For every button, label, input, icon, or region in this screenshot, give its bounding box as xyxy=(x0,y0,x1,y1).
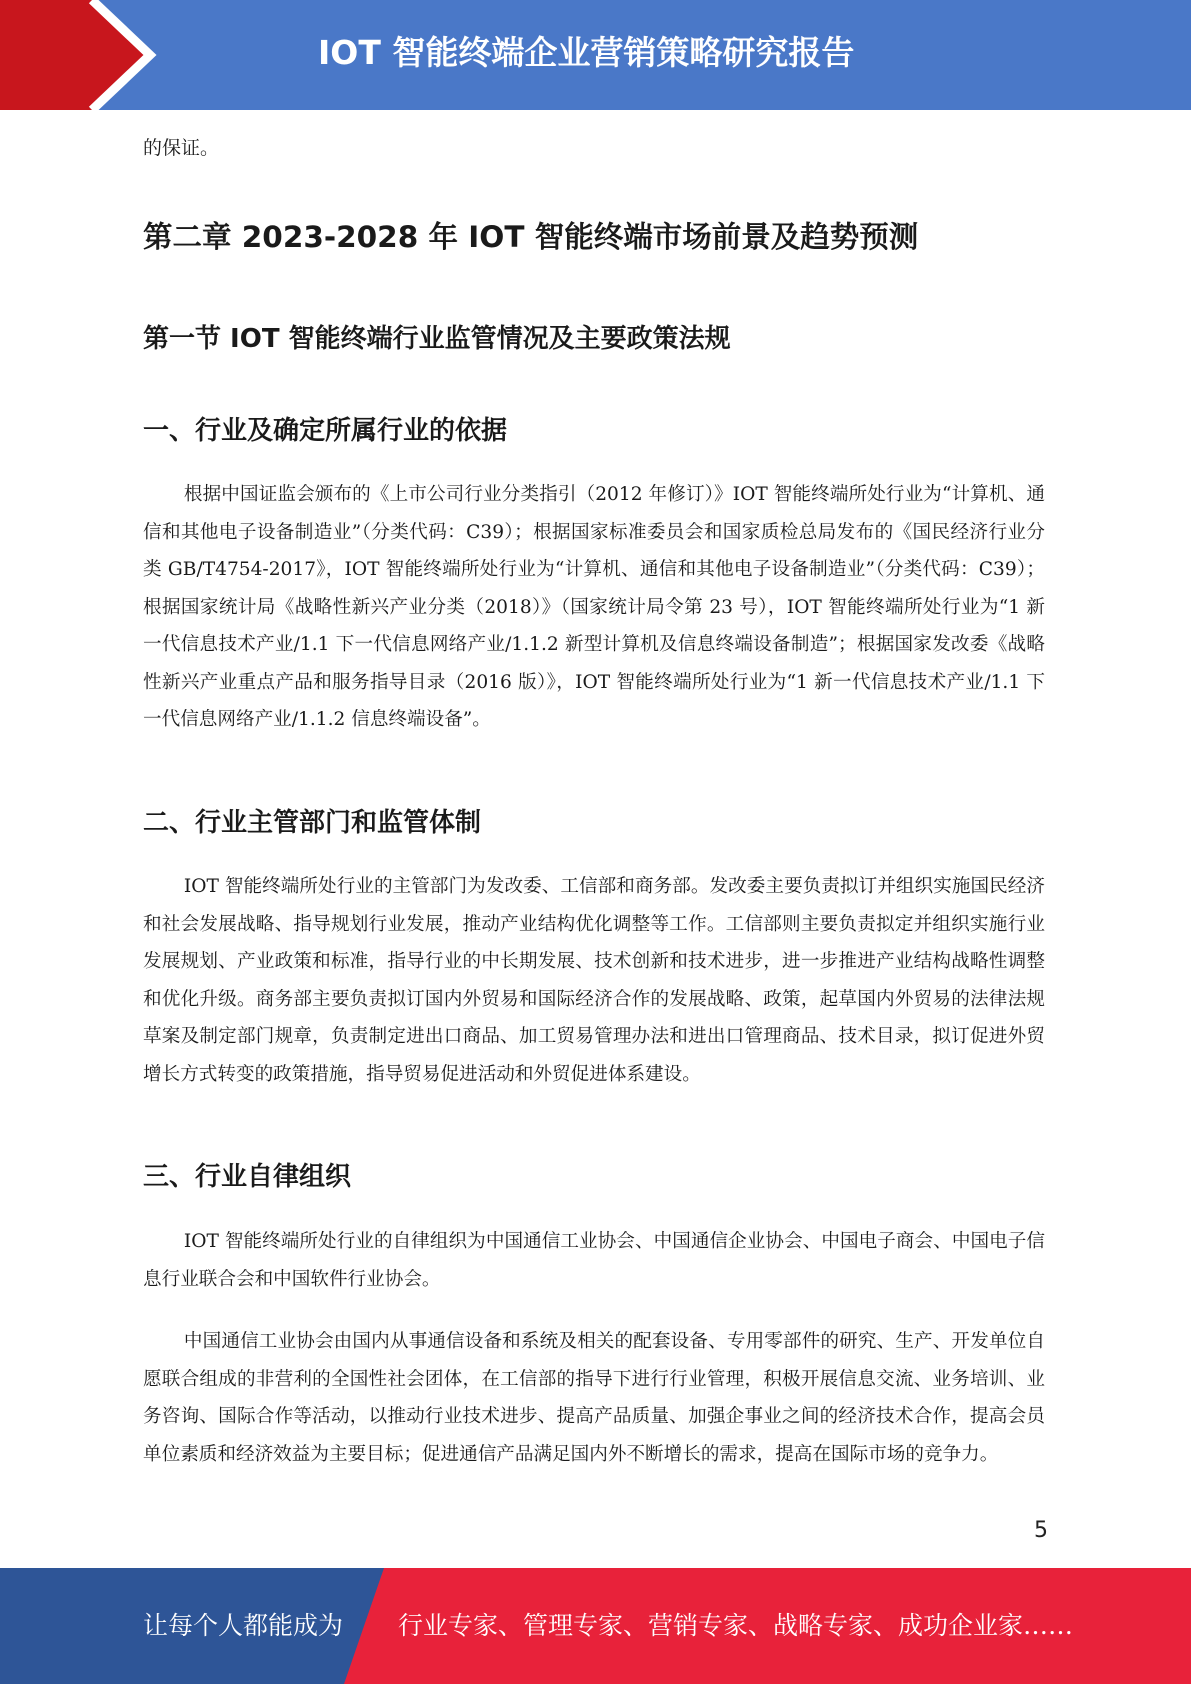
paragraph-regulators: IOT 智能终端所处行业的主管部门为发改委、工信部和商务部。发改委主要负责拟订并组织实施国民经济和社会发展战略、指导规划行业发展，推动产业结构优化调整等工作。工信部则主要负责拟定并组织实施行业发展规划、产业政策和标准，指导行业的中长期发展、技术创新和技术进步，进一步推进产业结构战略性调整和优化升级。商务部主要负责拟订国内外贸易和国际经济合作的发展战略、政策，起草国内外贸易的法律法规草案及制定部门规章，负责制定进出口商品、加工贸易管理办法和进出口管理商品、技术目录，拟订促进外贸增长方式转变的政策措施，指导贸易促进活动和外贸促进体系建设。 xyxy=(143,876,1045,1085)
continuation-text: 的保证。 xyxy=(143,137,220,159)
page-number: 5 xyxy=(1034,1518,1048,1543)
paragraph-self-regulatory-orgs: IOT 智能终端所处行业的自律组织为中国通信工业协会、中国通信企业协会、中国电子商会、中国电子信息行业联合会和中国软件行业协会。 xyxy=(143,1231,1045,1290)
footer-slogan-right: 行业专家、管理专家、营销专家、战略专家、成功企业家…… xyxy=(398,1611,1074,1640)
section-title: 第一节 IOT 智能终端行业监管情况及主要政策法规 xyxy=(143,324,731,354)
subsection-title-3: 三、行业自律组织 xyxy=(143,1162,352,1192)
subsection-title-2: 二、行业主管部门和监管体制 xyxy=(143,808,482,838)
header-banner xyxy=(0,0,1191,110)
document-body xyxy=(143,130,1045,1465)
paragraph-cita-description: 中国通信工业协会由国内从事通信设备和系统及相关的配套设备、专用零部件的研究、生产、开发单位自愿联合组成的非营利的全国性社会团体，在工信部的指导下进行行业管理，积极开展信息交流、业务培训、业务咨询、国际合作等活动，以推动行业技术进步、提高产品质量、加强企事业之间的经济技术合作，提高会员单位素质和经济效益为主要目标；促进通信产品满足国内外不断增长的需求，提高在国际市场的竞争力。 xyxy=(143,1331,1045,1465)
subsection-title-1: 一、行业及确定所属行业的依据 xyxy=(143,416,508,446)
footer-slogan-left: 让每个人都能成为 xyxy=(143,1611,344,1640)
footer-banner xyxy=(0,1568,1191,1684)
chapter-title: 第二章 2023-2028 年 IOT 智能终端市场前景及趋势预测 xyxy=(143,220,919,254)
header-title: IOT 智能终端企业营销策略研究报告 xyxy=(318,33,855,72)
paragraph-industry-basis: 根据中国证监会颁布的《上市公司行业分类指引（2012 年修订）》IOT 智能终端所处行业为“计算机、通信和其他电子设备制造业”（分类代码：C39）；根据国家标准委员会和国家质检总局发布的《国民经济行业分类 GB/T4754-2017》，IOT 智能终端所处行业为“计算机、通信和其他电子设备制造业”（分类代码：C39）；根据国家统计局《战略性新兴产业分类（2018）》（国家统计局令第 23 号），IOT 智能终端所处行业为“1 新一代信息技术产业/1.1 下一代信息网络产业/1.1.2 新型计算机及信息终端设备制造”；根据国家发改委《战略性新兴产业重点产品和服务指导目录（2016 版）》，IOT 智能终端所处行业为“1 新一代信息技术产业/1.1 下一代信息网络产业/1.1.2 信息终端设备”。 xyxy=(143,484,1045,730)
